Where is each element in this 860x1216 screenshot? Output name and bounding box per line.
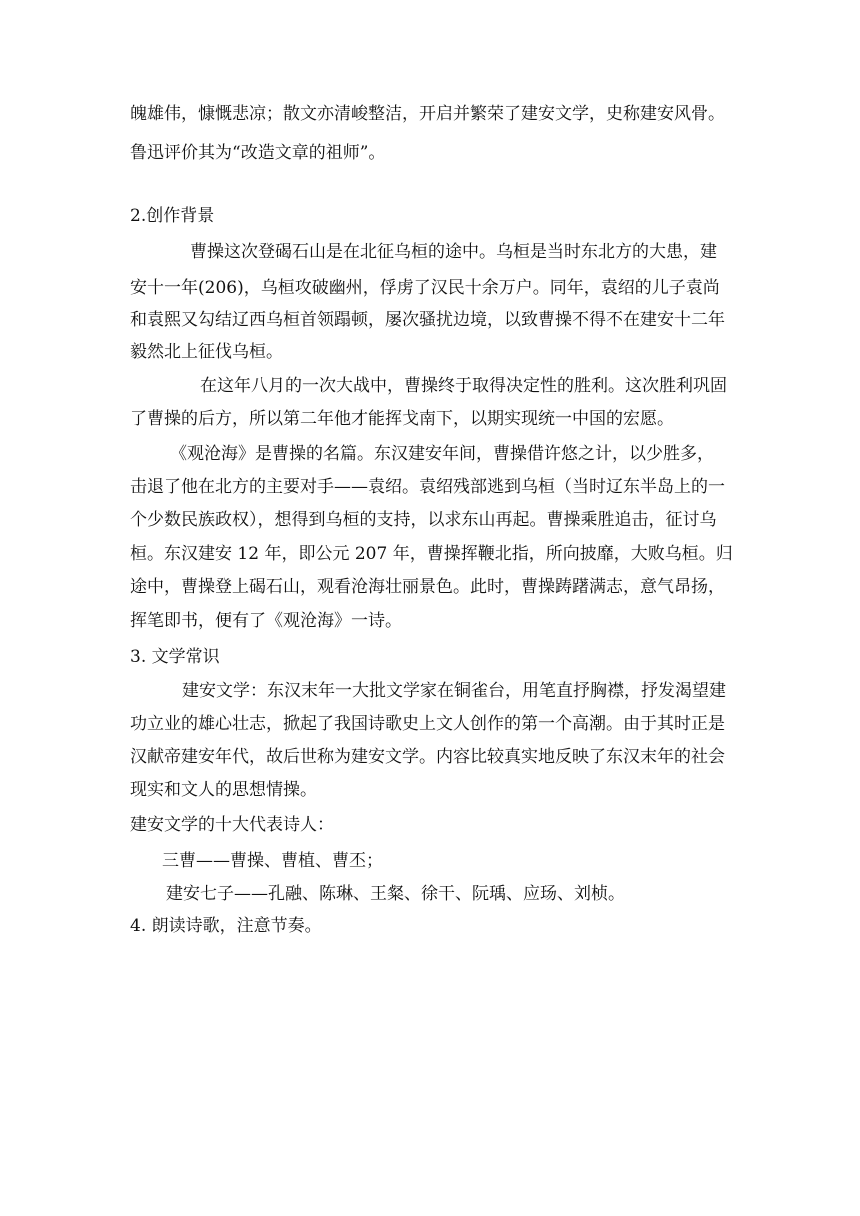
poets-list-item-2: 建安七子——孔融、陈琳、王粲、徐干、阮瑀、应玚、刘桢。 (166, 884, 625, 904)
poets-list-title: 建安文学的十大代表诗人： (130, 815, 334, 835)
section-2-paragraph-3-line-4: 桓。东汉建安 12 年，即公元 207 年，曹操挥鞭北指，所向披靡，大败乌桓。归 (130, 544, 733, 564)
section-2-heading: 2.创作背景 (130, 206, 215, 226)
section-2-paragraph-2-line-1: 在这年八月的一次大战中，曹操终于取得决定性的胜利。这次胜利巩固 (200, 376, 727, 396)
section-2-paragraph-1-line-4: 毅然北上征伐乌桓。 (130, 342, 283, 362)
section-2-paragraph-2-line-2: 了曹操的后方，所以第二年他才能挥戈南下，以期实现统一中国的宏愿。 (130, 409, 674, 429)
section-3-paragraph-1-line-4: 现实和文人的思想情操。 (130, 780, 317, 800)
section-3-paragraph-1-line-2: 功立业的雄心壮志，掀起了我国诗歌史上文人创作的第一个高潮。由于其时正是 (130, 714, 725, 734)
intro-line-2: 鲁迅评价其为“改造文章的祖师”。 (130, 143, 386, 163)
section-3-paragraph-1-line-1: 建安文学：东汉末年一大批文学家在铜雀台，用笔直抒胸襟，抒发渴望建 (182, 681, 726, 701)
section-2-paragraph-3-line-5: 途中，曹操登上碣石山，观看沧海壮丽景色。此时，曹操踌躇满志，意气昂扬， (130, 577, 725, 597)
section-2-paragraph-3-line-6: 挥笔即书，便有了《观沧海》一诗。 (130, 611, 402, 631)
section-2-paragraph-3-line-1: 《观沧海》是曹操的名篇。东汉建安年间，曹操借许悠之计，以少胜多， (170, 444, 714, 464)
poets-list-item-1: 三曹——曹操、曹植、曹丕； (162, 851, 383, 871)
section-2-paragraph-3-line-2: 击退了他在北方的主要对手——袁绍。袁绍残部逃到乌桓（当时辽东半岛上的一 (130, 477, 725, 497)
intro-line-1: 魄雄伟，慷慨悲凉；散文亦清峻整洁，开启并繁荣了建安文学，史称建安风骨。 (130, 104, 725, 124)
section-4-heading: 4. 朗读诗歌，注意节奏。 (130, 916, 322, 936)
section-2-paragraph-1-line-1: 曹操这次登碣石山是在北征乌桓的途中。乌桓是当时东北方的大患，建 (190, 242, 717, 262)
section-2-paragraph-1-line-2: 安十一年(206)，乌桓攻破幽州，俘虏了汉民十余万户。同年，袁绍的儿子袁尚 (130, 278, 720, 298)
section-3-paragraph-1-line-3: 汉献帝建安年代，故后世称为建安文学。内容比较真实地反映了东汉末年的社会 (130, 747, 725, 767)
section-2-paragraph-1-line-3: 和袁熙又勾结辽西乌桓首领蹋顿，屡次骚扰边境，以致曹操不得不在建安十二年 (130, 310, 725, 330)
section-3-heading: 3. 文学常识 (130, 647, 220, 667)
section-2-paragraph-3-line-3: 个少数民族政权），想得到乌桓的支持，以求东山再起。曹操乘胜追击，征讨乌 (130, 510, 717, 530)
